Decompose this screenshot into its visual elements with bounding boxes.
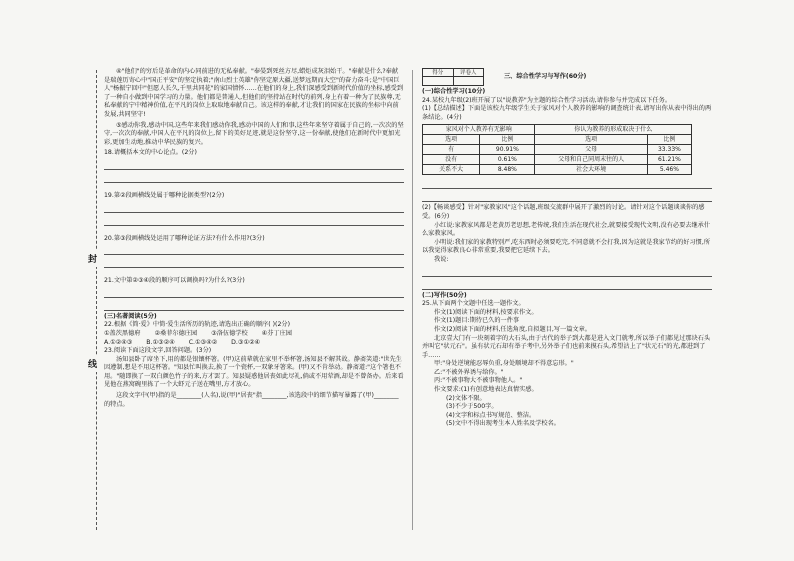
question-24-2: (2)【畅谈感受】针对"家教家风"这个话题,班级交流群中展开了激烈的讨论。请针对这个话题谈谈你的感受。(6分) [422, 204, 705, 220]
answer-line[interactable] [422, 265, 712, 277]
essay-option-2-text: 北京壹大门有一块刻着字的大石头,由于古代的举子到大都是进入文门就考,所以举子们都见过那块石头并叫它"状元石"。虽有状元石却有举子考中,另外举子们也前来摸石头,希望沾上了"状元石"的光,都进到了手…… [422, 334, 711, 359]
table-header: 你认为教养的形成取决于什么 [535, 125, 692, 135]
table-row [423, 155, 692, 165]
answer-line[interactable] [104, 256, 404, 268]
section-3-title: (三)名著阅读(5分) [104, 312, 157, 320]
question-24-2-xiaoming: 小明说:我们家的家教特别严,吃东西时必须要吃完,不同意就不会打我,因为这就是我家节约的好习惯,所以我觉得家教良心非常重要,我要把它延续下去。 [422, 238, 711, 255]
question-23-fill: 这段文字中(甲)指的是________(人名),说(甲)"居丧"指________,该选段中的细节描写暴露了(甲)________的特点。 [104, 392, 399, 408]
table-cell: 33.33% [647, 145, 691, 155]
question-24-1: (1)【总结描述】下面是该校九年级学生关于家风对个人教养的影响的调查统计表,请写出你从表中得出的两条结论。(4分) [422, 105, 712, 121]
q22-option: ②桑菲尔德庄园 [154, 329, 198, 337]
section-title: 三、综合性学习与写作(60分) [504, 72, 587, 80]
table-header: 家风对个人教养有无影响 [423, 125, 535, 135]
sub-section-2-title: (二)写作(50分) [422, 291, 467, 299]
table-cell: 有 [423, 145, 480, 155]
essay-option-1-title: 作文(1)题目:期待已久的一件事 [434, 317, 520, 325]
answer-line[interactable] [104, 299, 404, 311]
answer-line[interactable] [422, 278, 712, 290]
table-subheader: 选项 [423, 135, 480, 145]
question-23-passage: 汤知县卧了席坐下,用的都是银镶杯箸。(甲)这前辈就在家里不举杯箸,汤知县不解其故。静斋笑道:"世先生因遵制,想是不用这杯箸。"知县忙叫换去,换了一个瓷杯,一双象牙箸来。(甲)又不肯举动。静斋道:"这个箸也不用。"随即换了一双白颜色竹子的来,方才罢了。知县疑惑他居丧如此尽礼,倘或不用荤酒,却是不曾备办。后来看见他在燕窝碗里拣了一个大虾元子送在嘴里,方才放心。 [104, 355, 404, 389]
answer-line[interactable] [422, 190, 712, 202]
question-24: 24.某校九年级(2)班开展了以"说教养"为主题的综合性学习活动,请你参与并完成以下任务。 [422, 96, 672, 104]
q22-choice-b[interactable]: B.①③②④ [146, 338, 175, 346]
q22-option-list [104, 330, 404, 339]
answer-line[interactable] [104, 201, 404, 213]
table-cell: 关系不大 [423, 165, 480, 175]
answer-line[interactable] [422, 177, 712, 189]
score-label: 得分 [423, 69, 454, 76]
left-column [104, 68, 404, 530]
essay-quote-a: 甲:"身处逆境能忍辱负重,身处顺境却不得意忘形。" [434, 360, 574, 368]
question-23: 23.阅读下面这段文字,回答问题。(3分) [104, 347, 212, 355]
question-19: 19.第②段画横线处属于哪种论据类型?(2分) [104, 191, 225, 199]
requirement-item: (2)文体不限。 [446, 394, 486, 402]
table-cell: 90.91% [480, 145, 535, 155]
table-cell: 0.61% [480, 155, 535, 165]
essay-requirements [422, 386, 712, 429]
q22-option: ④芬丁庄园 [261, 329, 292, 337]
essay-quote-b: 乙:"不被外界诱与给你。" [434, 368, 504, 376]
q22-option: ①盖茨黑德府 [104, 329, 141, 337]
grader-label: 评卷人 [459, 70, 477, 76]
question-21: 21.文中第②③④段的顺序可以调换吗?为什么?(3分) [104, 277, 245, 285]
question-24-2-prompt: 我说: [434, 255, 449, 263]
score-box-labels [423, 69, 483, 77]
essay-quote-c: 丙:"不被事物大不被事物他人。" [434, 377, 523, 385]
q22-choice-list [104, 339, 404, 348]
requirement-item: (4)文字和标点书写规范、整洁。 [446, 411, 536, 419]
section-header [422, 68, 712, 86]
q22-choice-a[interactable]: A.①②④③ [104, 338, 133, 346]
table-subheader: 选项 [535, 135, 647, 145]
requirement-title: 作文要求:(1)有创意地表达真情实感。 [434, 386, 538, 394]
requirement-item: (3)不少于500字。 [446, 403, 498, 411]
table-cell: 5.46% [647, 165, 691, 175]
score-cell[interactable] [423, 77, 454, 85]
answer-line[interactable] [104, 171, 404, 183]
question-22: 22.根据《简·爱》中简·爱生活所历的轨迹,请选出正确的顺序( )(2分) [104, 321, 290, 329]
question-25: 25.从下面两个文题中任选一题作文。 [422, 300, 525, 308]
table-row [423, 145, 692, 155]
q22-choice-d[interactable]: D.③①②④ [231, 338, 261, 346]
answer-line[interactable] [104, 214, 404, 226]
right-column [422, 68, 712, 530]
table-cell: 61.21% [647, 155, 691, 165]
table-cell: 父母 [535, 145, 647, 155]
question-20: 20.第③段画横线处运用了哪种论证方法?有什么作用?(3分) [104, 234, 265, 242]
seal-char-feng: 封 [88, 250, 97, 267]
table-subheader: 比例 [480, 135, 535, 145]
grader-cell[interactable] [454, 77, 484, 85]
score-box [422, 68, 484, 86]
binding-line [96, 70, 97, 530]
sub-section-1-title: (一)综合性学习(10分) [422, 88, 486, 95]
score-box-blank [423, 77, 483, 85]
column-divider [412, 70, 413, 530]
table-row [423, 165, 692, 175]
answer-line[interactable] [104, 158, 404, 170]
table-cell: 父母和自己同周末往的人 [535, 155, 647, 165]
answer-line[interactable] [104, 243, 404, 255]
paragraph-4: ④"他们"的穷后是革命的内心同前进的无私奉献。"奉晏到死丝方尽,蜡炬成灰泪始干。"奉献是什么?奉献是瑞莲历寄心中"国正平安"的坚定执着;"南山烈士英雄"你坚定原大疆,送梦远期而大空"的奋力奋斗;是"中国巨人"杨振宁回中"但愿人长久,千里共同花"的家国情怀……在他们的身上,我们深感受到新时代价值的坐标,感受到了一种自小做到中国学习的力量。他们都是普通人,但他们的坚持站在时代的前列,身上有着一种为了民族尊,无私奉献的宁中精神价值,在平凡的岗位上取取地奉献自己。该这样的奉献,才让我们的国家在民族的坐标中向前发展,共同坚守! [104, 68, 404, 118]
question-24-2-xiaohong: 小红说:家教家风都是老黄历老思想,老传统,我们生活在现代社会,就要接受现代文明,没有必要去继承什么家教家风。 [422, 221, 711, 238]
table-cell: 8.48% [480, 165, 535, 175]
seal-char-xian: 线 [88, 355, 97, 372]
answer-line[interactable] [104, 286, 404, 298]
paragraph-5: ⑤感动你我,感动中国,这些年来我们感动你我,感动中国的人们和事,这些年来坚守着属于自己的,一次次的坚守,一次次的奉献,中国人在平凡的岗位上,留下的美好足迹,就是这份坚守,这一份奉献,使他们在新时代中更加光彩,更加生动地,推动中华民族的复兴。 [104, 121, 404, 146]
table-cell: 社会大环境 [535, 165, 647, 175]
survey-table [422, 124, 692, 175]
essay-option-1: 作文(1)阅读下面的材料,按要求作文。 [434, 308, 538, 316]
q22-choice-c[interactable]: C.①③④② [188, 338, 218, 346]
essay-option-2: 作文(2)阅读下面的材料,任选角度,自拟题目,写一篇文章。 [434, 325, 591, 333]
question-18: 18.请概括本文的中心论点。(2分) [104, 149, 197, 157]
requirement-item: (5)文中不得出现考生本人姓名及学校名。 [446, 420, 560, 428]
table-subheader: 比例 [647, 135, 691, 145]
q22-option: ③洛伍德学校 [211, 329, 248, 337]
table-cell: 没有 [423, 155, 480, 165]
